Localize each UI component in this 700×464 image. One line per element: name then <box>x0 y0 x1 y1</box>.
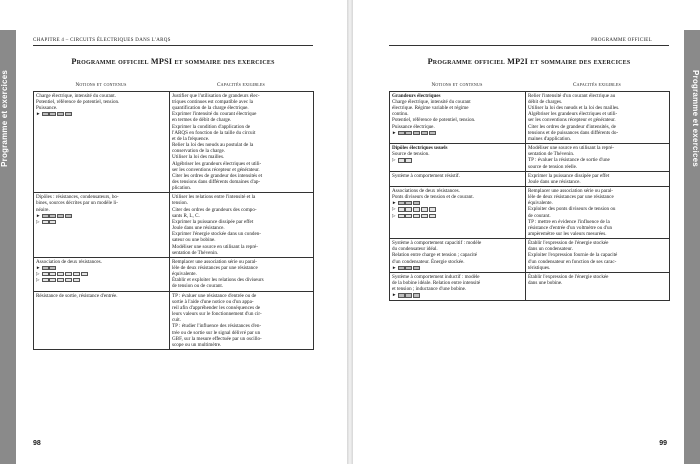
notion-line: Association de deux résistances. <box>36 258 102 265</box>
notions-cell <box>390 273 526 301</box>
exercise-badge-icon <box>413 207 420 211</box>
capacite-line: Utiliser les relations entre l'intensité et la <box>172 194 256 201</box>
triangle-filled-icon: ► <box>392 292 397 298</box>
column-header-capacites: Capacités exigibles <box>217 82 265 88</box>
capacites-cell <box>526 144 670 172</box>
side-tab-label: Programme et exercices <box>0 70 9 167</box>
capacites-cell <box>170 92 314 193</box>
notions-cell <box>390 144 526 172</box>
capacite-line: l'ARQS en fonction de la taille du circuit <box>172 129 256 136</box>
capacite-line: de courant. <box>528 212 551 219</box>
exercise-badge-icon <box>49 266 56 270</box>
exercise-refs <box>392 130 523 136</box>
notion-line: Système à comportement résistif. <box>392 172 460 179</box>
exercise-badge-icon <box>57 272 64 276</box>
exercise-badge-icon <box>405 214 412 218</box>
program-table <box>33 91 314 350</box>
capacite-line: débit de charges. <box>528 98 563 105</box>
notion-line: Puissance. <box>36 105 58 112</box>
notions-cell <box>390 239 526 273</box>
exercise-badge-icon <box>398 214 405 218</box>
exercise-badge-icon <box>81 272 88 276</box>
capacites-cell <box>170 291 314 349</box>
exercise-badge-icon <box>73 272 80 276</box>
table-row <box>390 92 670 144</box>
exercise-badge-icon <box>429 214 436 218</box>
exercise-refs <box>392 265 523 271</box>
capacites-cell <box>526 187 670 239</box>
capacite-line: Justifier que l'utilisation de grandeurs élec- <box>172 92 260 99</box>
capacite-line: triques continues est compatible avec la <box>172 98 254 105</box>
capacite-line: Modéliser une source en utilisant la repré- <box>172 243 258 250</box>
notion-line: Potentiel, référence de potentiel, tension. <box>36 98 120 105</box>
notion-line: électrique. Régime variable et régime <box>392 105 469 112</box>
column-header-notions: Notions et contenus <box>431 82 483 88</box>
page-title: Programme officiel MPSI et sommaire des exercices <box>71 57 275 66</box>
capacite-line: Établir et exploiter les relations des diviseurs <box>172 277 264 284</box>
capacite-line: en termes de débit de charge. <box>172 117 232 124</box>
capacite-line: maines d'application. <box>528 135 572 142</box>
notion-line: néaire. <box>36 206 50 213</box>
table-row <box>34 258 314 292</box>
capacite-line: Relier l'intensité d'un courant électrique au <box>528 92 616 99</box>
exercise-badge-icon <box>398 266 405 270</box>
exercise-badge-icon <box>405 158 412 162</box>
triangle-outline-icon: ▷ <box>36 271 40 277</box>
capacite-line: dans un condensateur. <box>528 246 573 253</box>
notion-line: Charge électrique, intensité du courant. <box>36 92 116 99</box>
capacite-line: Établir l'expression de l'énergie stockée <box>528 273 609 280</box>
capacite-line: Exprimer l'intensité du courant électrique <box>172 111 257 118</box>
capacite-line: Exprimer la puissance dissipée par effet <box>172 218 254 225</box>
capacite-line: équivalente. <box>172 271 197 278</box>
capacite-line: Exprimer l'énergie stockée dans un conden- <box>172 231 261 238</box>
left-page <box>0 0 347 464</box>
notion-line: bines, sources décrites par un modèle li- <box>36 200 118 207</box>
exercise-badge-icon <box>413 266 420 270</box>
capacite-line: équivalente. <box>528 200 553 207</box>
triangle-filled-icon: ► <box>392 129 397 135</box>
exercise-badge-icon <box>57 214 64 218</box>
notion-line: Associations de deux résistances. <box>392 187 460 194</box>
exercise-badge-icon <box>398 131 405 135</box>
exercise-refs <box>392 213 523 219</box>
notion-line: Source de tension. <box>392 151 430 158</box>
table-row <box>390 239 670 273</box>
exercise-badge-icon <box>421 131 428 135</box>
table-row <box>34 291 314 349</box>
exercise-refs <box>36 111 167 117</box>
capacite-line: et de la fréquence. <box>172 135 210 142</box>
exercise-badge-icon <box>413 293 420 297</box>
side-tab-left <box>0 30 16 464</box>
capacite-line: quantification de la charge électrique. <box>172 105 249 112</box>
capacites-cell <box>526 92 670 144</box>
exercise-badge-icon <box>49 220 56 224</box>
exercise-refs <box>392 157 523 163</box>
exercise-badge-icon <box>405 201 412 205</box>
exercise-badge-icon <box>405 131 412 135</box>
capacite-line: leurs valeurs sur le fonctionnement d'un cir- <box>172 311 262 318</box>
capacite-line: lèle de deux résistances par une résistance <box>172 264 258 271</box>
running-head: CHAPITRE 4 – CIRCUITS ÉLECTRIQUES DANS L'ARQS <box>33 38 171 43</box>
capacite-line: Exploiter l'expression fournie de la capacité <box>528 252 618 259</box>
program-table <box>389 91 670 301</box>
capacite-line: Joule dans une résistance. <box>172 225 225 232</box>
notions-cell <box>34 193 170 258</box>
capacite-line: Exprimer la puissance dissipée par effet <box>528 172 610 179</box>
capacite-line: tensions et de puissances dans différents do- <box>528 129 619 136</box>
page-title: Programme officiel MP2I et sommaire des exercices <box>427 57 631 66</box>
capacite-line: Relier la loi des nœuds au postulat de la <box>172 142 254 149</box>
exercise-badge-icon <box>49 272 56 276</box>
triangle-filled-icon: ► <box>36 264 41 270</box>
table-row <box>390 187 670 239</box>
capacite-line: conservation de la charge. <box>172 148 226 155</box>
exercise-badge-icon <box>429 207 436 211</box>
capacites-cell <box>170 258 314 292</box>
triangle-outline-icon: ▷ <box>36 218 40 224</box>
exercise-badge-icon <box>405 266 412 270</box>
notions-cell <box>390 187 526 239</box>
capacite-line: lèle de deux résistances par une résistance <box>528 194 614 201</box>
exercise-badge-icon <box>57 278 64 282</box>
capacite-line: TP : étudier l'influence des résistances d'en- <box>172 323 262 330</box>
notion-line: Puissance électrique. <box>392 123 435 130</box>
capacites-cell <box>526 171 670 186</box>
page-number: 99 <box>659 440 667 447</box>
triangle-filled-icon: ► <box>392 264 397 270</box>
notion-line: d'un condensateur. Énergie stockée. <box>392 258 465 265</box>
header-rule <box>389 45 669 46</box>
exercise-badge-icon <box>42 278 49 282</box>
triangle-filled-icon: ► <box>392 200 397 206</box>
triangle-filled-icon: ► <box>36 111 41 117</box>
table-row <box>34 193 314 258</box>
capacite-line: Exploiter des ponts diviseurs de tension ou <box>528 206 616 213</box>
column-headers <box>389 82 669 91</box>
exercise-refs <box>36 219 167 225</box>
section-heading: Grandeurs électriques <box>392 92 441 99</box>
exercise-badge-icon <box>65 272 72 276</box>
exercise-badge-icon <box>42 112 49 116</box>
triangle-outline-icon: ▷ <box>36 277 40 283</box>
notions-cell <box>34 291 170 349</box>
capacite-line: reil afin d'appréhender les conséquences de <box>172 304 261 311</box>
capacite-line: Citer les ordres de grandeur d'intensités, de <box>528 123 616 130</box>
capacites-cell <box>170 193 314 258</box>
exercise-badge-icon <box>413 201 420 205</box>
capacite-line: résistance d'entrée d'un voltmètre ou d'un <box>528 224 613 231</box>
exercise-badge-icon <box>49 112 56 116</box>
capacite-line: sateur ou une bobine. <box>172 237 216 244</box>
exercise-badge-icon <box>398 158 405 162</box>
capacite-line: d'un condensateur en fonction de ses carac- <box>528 258 617 265</box>
table-row <box>390 171 670 186</box>
table-row <box>390 273 670 301</box>
exercise-badge-icon <box>65 278 72 282</box>
notion-line: Ponts diviseurs de tension et de courant. <box>392 194 474 201</box>
capacite-line: Remplacer une association série ou paral- <box>528 187 614 194</box>
notion-line: Relation entre charge et tension ; capacité <box>392 252 478 259</box>
triangle-outline-icon: ▷ <box>392 157 396 163</box>
notion-line: de la bobine idéale. Relation entre intensité <box>392 280 481 287</box>
table-row <box>34 92 314 193</box>
side-tab-right <box>684 30 700 464</box>
notion-line: Charge électrique, intensité du courant <box>392 98 471 105</box>
exercise-badge-icon <box>49 214 56 218</box>
capacite-line: Exprimer la condition d'application de <box>172 123 251 130</box>
notion-line: continu. <box>392 111 409 118</box>
triangle-outline-icon: ▷ <box>392 206 396 212</box>
capacite-line: sortie à l'aide d'une notice ou d'un appa- <box>172 298 254 305</box>
header-rule <box>33 45 313 46</box>
notion-line: et tension ; inductance d'une bobine. <box>392 286 467 293</box>
exercise-badge-icon <box>42 272 49 276</box>
notion-line: Potentiel, référence de potentiel, tension. <box>392 117 476 124</box>
capacite-line: source de tension réelle. <box>528 163 578 170</box>
capacites-cell <box>526 273 670 301</box>
capacite-line: plication. <box>172 185 192 192</box>
capacite-line: GBF, sur la mesure effectuée par un oscillo- <box>172 335 262 342</box>
exercise-badge-icon <box>49 278 56 282</box>
capacite-line: tension. <box>172 200 188 207</box>
capacite-line: scope ou un multimètre. <box>172 341 222 348</box>
exercise-badge-icon <box>398 207 405 211</box>
capacite-line: Utiliser la loi des mailles. <box>172 154 225 161</box>
exercise-badge-icon <box>57 112 64 116</box>
capacite-line: téristiques. <box>528 264 551 271</box>
exercise-badge-icon <box>398 293 405 297</box>
right-page <box>353 0 700 464</box>
notions-cell <box>390 92 526 144</box>
capacite-line: Modéliser une source en utilisant la repré- <box>528 145 614 152</box>
notion-line: Résistance de sortie, résistance d'entrée. <box>36 292 118 299</box>
exercise-badge-icon <box>73 278 80 282</box>
capacite-line: ser les conventions récepteur et générateur. <box>528 117 616 124</box>
capacite-line: des tensions dans différents domaines d'ap- <box>172 178 261 185</box>
exercise-badge-icon <box>65 112 72 116</box>
column-header-capacites: Capacités exigibles <box>573 82 621 88</box>
capacite-line: TP : évaluer la résistance de sortie d'une <box>528 157 610 164</box>
exercise-badge-icon <box>65 214 72 218</box>
exercise-badge-icon <box>413 131 420 135</box>
capacite-line: trée ou de sortie sur le signal délivré par un <box>172 329 261 336</box>
table-row <box>390 144 670 172</box>
capacite-line: ser les conventions récepteur et générateur. <box>172 166 260 173</box>
exercise-badge-icon <box>405 293 412 297</box>
capacite-line: dans une bobine. <box>528 280 563 287</box>
capacite-line: TP : évaluer une résistance d'entrée ou de <box>172 292 257 299</box>
capacite-line: sentation de Thévenin. <box>528 151 575 158</box>
capacite-line: Établir l'expression de l'énergie stockée <box>528 240 609 247</box>
capacite-line: Remplacer une association série ou paral- <box>172 258 258 265</box>
capacite-line: TP : mettre en évidence l'influence de la <box>528 218 610 225</box>
side-tab-label: Programme et exercices <box>691 70 700 167</box>
exercise-refs <box>36 277 167 283</box>
capacites-cell <box>526 239 670 273</box>
capacite-line: ampèremètre sur les valeurs mesurées. <box>528 231 607 238</box>
column-header-notions: Notions et contenus <box>75 82 127 88</box>
capacite-line: sentation de Thévenin. <box>172 249 219 256</box>
exercise-badge-icon <box>42 220 49 224</box>
exercise-badge-icon <box>429 131 436 135</box>
column-headers <box>33 82 313 91</box>
capacite-line: cuit. <box>172 317 181 324</box>
exercise-badge-icon <box>405 207 412 211</box>
capacite-line: Algébriser les grandeurs électriques et utili- <box>172 160 262 167</box>
notions-cell <box>390 171 526 186</box>
exercise-badge-icon <box>421 207 428 211</box>
capacite-line: sants R, L, C. <box>172 212 200 219</box>
capacite-line: Joule dans une résistance. <box>528 178 581 185</box>
exercise-badge-icon <box>421 214 428 218</box>
triangle-outline-icon: ▷ <box>392 212 396 218</box>
capacite-line: Citer des ordres de grandeurs des compo- <box>172 206 257 213</box>
notion-line: Dipôles : résistances, condensateurs, bo- <box>36 194 119 201</box>
notion-line: Système à comportement capacitif : modèle <box>392 240 482 247</box>
notions-cell <box>34 92 170 193</box>
capacite-line: Algébriser les grandeurs électriques et utili- <box>528 111 618 118</box>
exercise-refs <box>392 292 523 298</box>
capacite-line: Utiliser la loi des nœuds et la loi des mailles. <box>528 105 620 112</box>
running-head: PROGRAMME OFFICIEL <box>591 38 652 43</box>
capacite-line: Citer les ordres de grandeur des intensités et <box>172 172 263 179</box>
exercise-badge-icon <box>42 266 49 270</box>
capacite-line: de tension ou de courant. <box>172 283 224 290</box>
notion-line: du condensateur idéal. <box>392 246 438 253</box>
notion-line: Système à comportement inductif : modèle <box>392 273 480 280</box>
exercise-badge-icon <box>413 214 420 218</box>
page-number: 98 <box>33 440 41 447</box>
exercise-badge-icon <box>42 214 49 218</box>
triangle-filled-icon: ► <box>36 212 41 218</box>
exercise-badge-icon <box>398 201 405 205</box>
section-heading: Dipôles électriques usuels <box>392 145 448 152</box>
notions-cell <box>34 258 170 292</box>
